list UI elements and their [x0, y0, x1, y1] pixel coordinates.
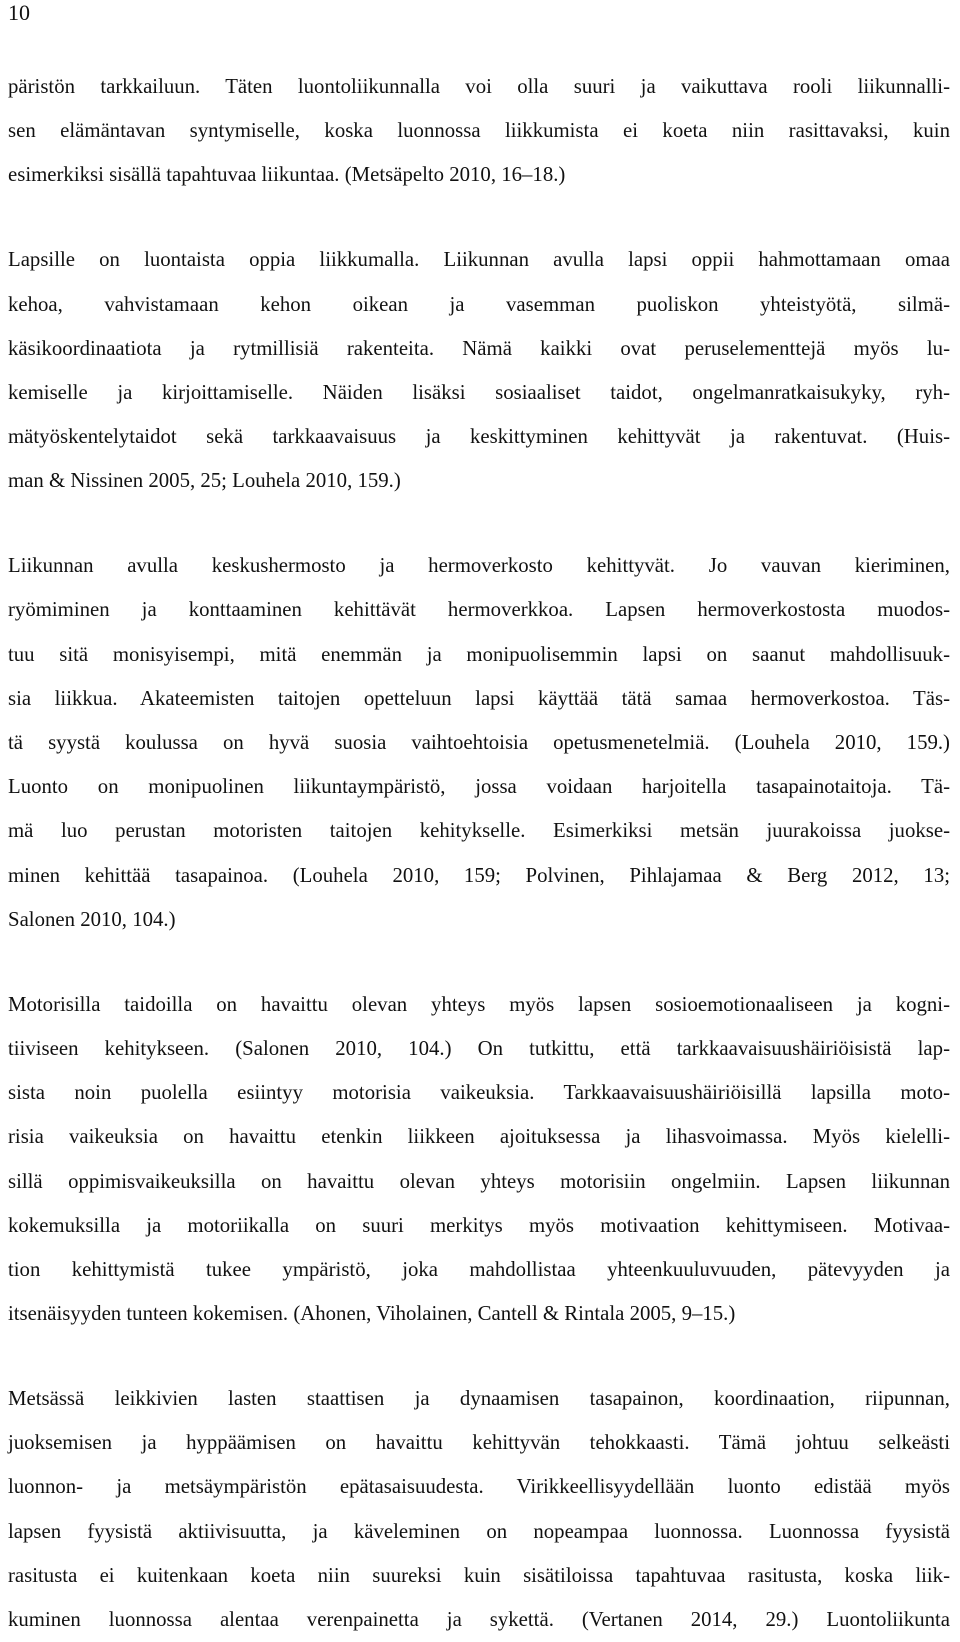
- paragraph-4: [8, 983, 950, 1337]
- body-text: [8, 65, 950, 1642]
- text-line: sista noin puolella esiintyy motorisia vaikeuksia. Tarkkaavaisuushäiriöisillä lapsilla moto-: [8, 1081, 950, 1105]
- text-line: Luonto on monipuolinen liikuntaympäristö, jossa voidaan harjoitella tasapainotaitoja. Tä-: [8, 775, 950, 799]
- paragraph-5: [8, 1377, 950, 1642]
- text-line: lapsen fyysistä aktiivisuutta, ja käveleminen on nopeampaa luonnossa. Luonnossa fyysistä: [8, 1519, 950, 1543]
- paragraph-3: [8, 544, 950, 942]
- text-line: käsikoordinaatiota ja rytmillisiä rakenteita. Nämä kaikki ovat peruselementtejä myös lu-: [8, 336, 950, 360]
- text-line: rasitusta ei kuitenkaan koeta niin suureksi kuin sisätiloissa tapahtuvaa rasitusta, koska liik-: [8, 1563, 950, 1587]
- text-line: sia liikkua. Akateemisten taitojen opetteluun lapsi käyttää tätä samaa hermoverkostoa. Täs-: [8, 686, 950, 710]
- page-number: 10: [8, 0, 30, 25]
- text-line: kuminen luonnossa alentaa verenpainetta ja sykettä. (Vertanen 2014, 29.) Luontoliikunta: [8, 1608, 950, 1631]
- text-line: mä luo perustan motoristen taitojen kehitykselle. Esimerkiksi metsän juurakoissa juokse-: [8, 819, 950, 843]
- text-line: tuu sitä monisyisempi, mitä enemmän ja monipuolisemmin lapsi on saanut mahdollisuuk-: [8, 642, 950, 666]
- text-line: man & Nissinen 2005, 25; Louhela 2010, 159.): [8, 469, 401, 493]
- text-line: Salonen 2010, 104.): [8, 907, 176, 931]
- text-line: ryömiminen ja konttaaminen kehittävät hermoverkkoa. Lapsen hermoverkostosta muodos-: [8, 598, 950, 622]
- text-line: minen kehittää tasapainoa. (Louhela 2010, 159; Polvinen, Pihlajamaa & Berg 2012, 13;: [8, 863, 950, 887]
- text-line: tiiviseen kehitykseen. (Salonen 2010, 104.) On tutkittu, että tarkkaavaisuushäiriöisistä lap-: [8, 1036, 950, 1060]
- paragraph-gap: [8, 942, 950, 983]
- text-line: Metsässä leikkivien lasten staattisen ja dynaamisen tasapainon, koordinaation, riipunnan,: [8, 1387, 950, 1411]
- text-line: sillä oppimisvaikeuksilla on havaittu olevan yhteys motorisiin ongelmiin. Lapsen liikunnan: [8, 1169, 950, 1193]
- text-line: esimerkiksi sisällä tapahtuvaa liikuntaa. (Metsäpelto 2010, 16–18.): [8, 163, 566, 187]
- paragraph-2: [8, 238, 950, 503]
- text-line: mätyöskentelytaidot sekä tarkkaavaisuus ja keskittyminen kehittyvät ja rakentuvat. (Huis-: [8, 425, 950, 449]
- paragraph-gap: [8, 1336, 950, 1377]
- text-line: Lapsille on luontaista oppia liikkumalla. Liikunnan avulla lapsi oppii hahmottamaan omaa: [8, 248, 950, 272]
- text-line: luonnon- ja metsäympäristön epätasaisuudesta. Virikkeellisyydellään luonto edistää myös: [8, 1475, 950, 1499]
- text-line: kehoa, vahvistamaan kehon oikean ja vasemman puoliskon yhteistyötä, silmä-: [8, 292, 950, 316]
- text-line: juoksemisen ja hyppäämisen on havaittu kehittyvän tehokkaasti. Tämä johtuu selkeästi: [8, 1431, 950, 1455]
- text-line: sen elämäntavan syntymiselle, koska luonnossa liikkumista ei koeta niin rasittavaksi, kuin: [8, 119, 950, 143]
- text-line: tion kehittymistä tukee ympäristö, joka mahdollistaa yhteenkuuluvuuden, pätevyyden ja: [8, 1257, 950, 1281]
- text-line: risia vaikeuksia on havaittu etenkin liikkeen ajoituksessa ja lihasvoimassa. Myös kielelli-: [8, 1125, 950, 1149]
- text-line: Liikunnan avulla keskushermosto ja hermoverkosto kehittyvät. Jo vauvan kieriminen,: [8, 554, 950, 578]
- text-line: tä syystä koulussa on hyvä suosia vaihtoehtoisia opetusmenetelmiä. (Louhela 2010, 159.): [8, 731, 950, 755]
- text-line: kokemuksilla ja motoriikalla on suuri merkitys myös motivaation kehittymiseen. Motivaa-: [8, 1213, 950, 1237]
- paragraph-1: [8, 65, 950, 198]
- text-line: päristön tarkkailuun. Täten luontoliikunnalla voi olla suuri ja vaikuttava rooli liikunnalli-: [8, 75, 950, 98]
- text-line: kemiselle ja kirjoittamiselle. Näiden lisäksi sosiaaliset taidot, ongelmanratkaisukyky, ryh-: [8, 380, 950, 404]
- paragraph-gap: [8, 198, 950, 239]
- paragraph-gap: [8, 503, 950, 544]
- text-line: itsenäisyyden tunteen kokemisen. (Ahonen, Viholainen, Cantell & Rintala 2005, 9–15.): [8, 1302, 736, 1326]
- text-line: Motorisilla taidoilla on havaittu olevan yhteys myös lapsen sosioemotionaaliseen ja kogni-: [8, 992, 950, 1016]
